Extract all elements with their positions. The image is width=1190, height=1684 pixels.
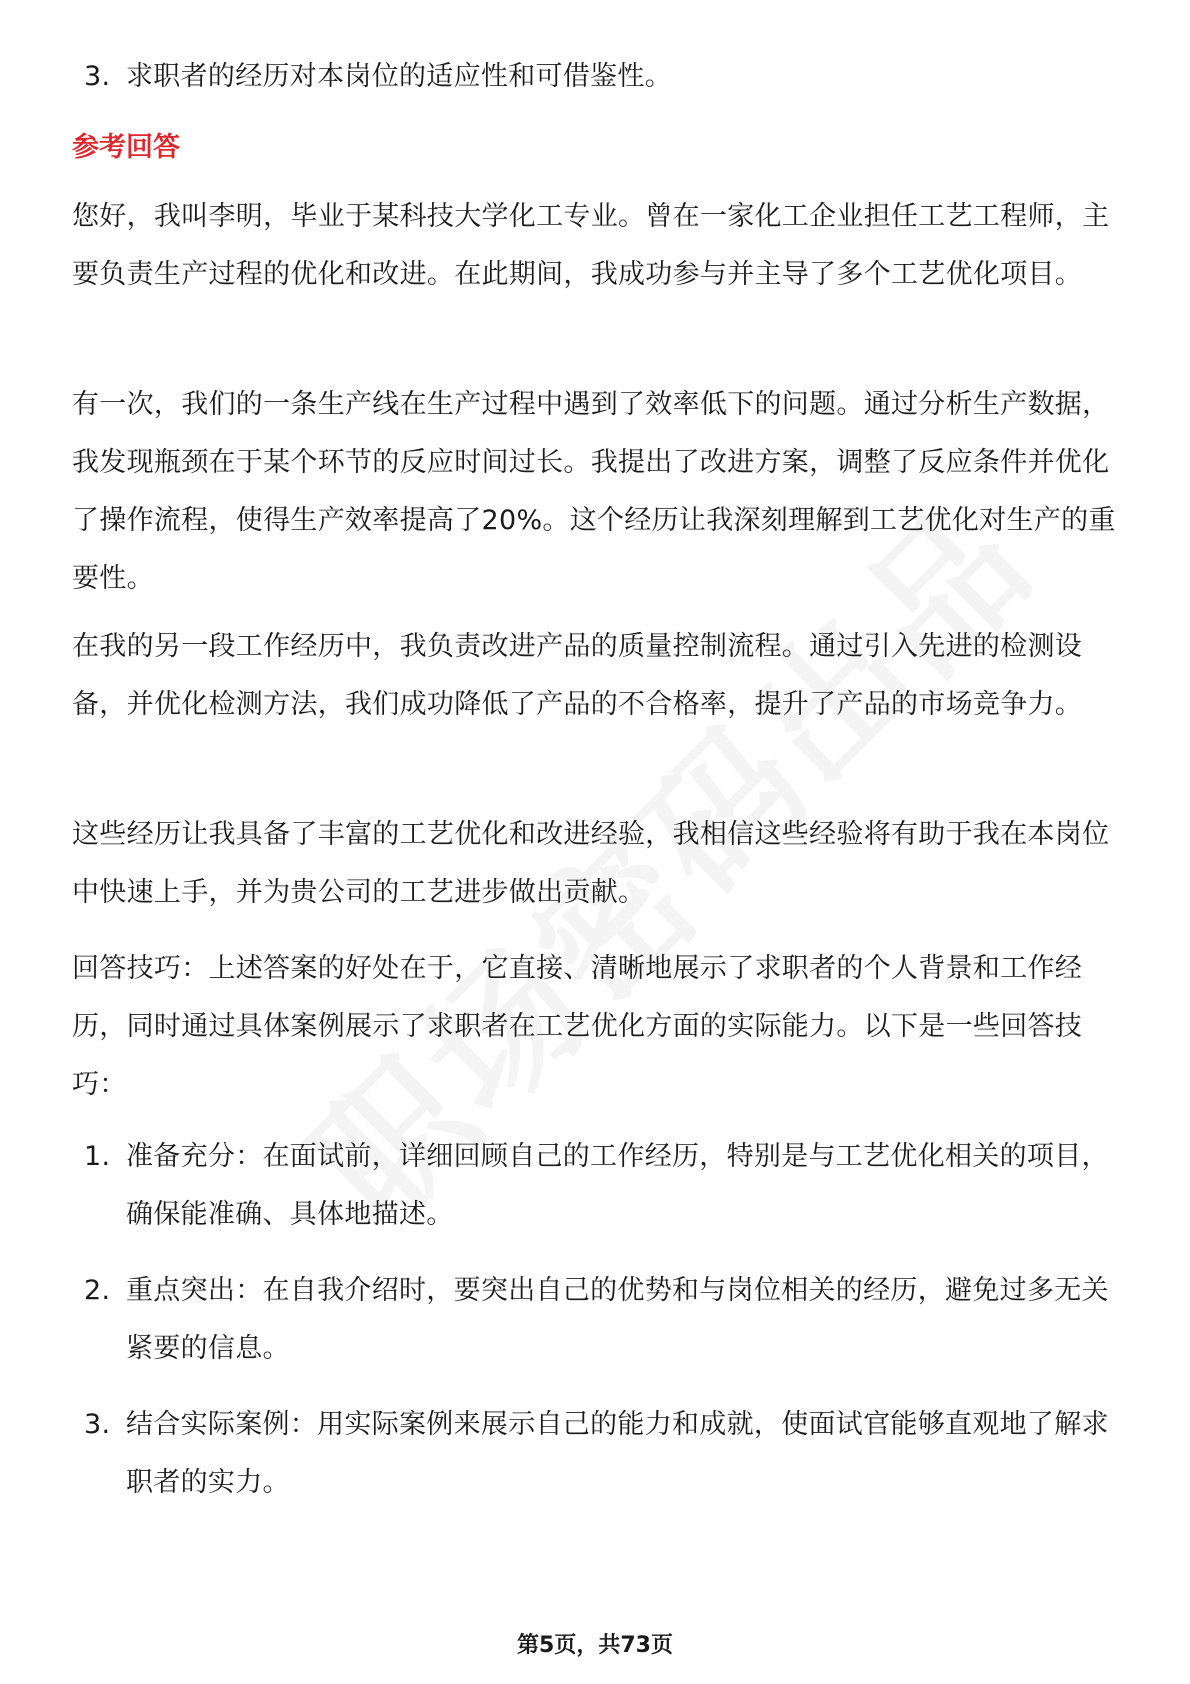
section-heading: 参考回答: [72, 132, 180, 163]
paragraph-case-quality: 在我的另一段工作经历中，我负责改进产品的质量控制流程。通过引入先进的检测设备，并优化检测方法，我们成功降低了产品的不合格率，提升了产品的市场竞争力。: [72, 631, 1083, 720]
page-number-footer: 第5页，共73页: [517, 1633, 673, 1658]
paragraph-summary: 这些经历让我具备了丰富的工艺优化和改进经验，我相信这些经验将有助于我在本岗位中快速上手，并为贵公司的工艺进步做出贡献。: [72, 819, 1110, 908]
list-item: [84, 48, 1124, 106]
list-item: [84, 1396, 1124, 1512]
list-number: 3.: [84, 61, 111, 92]
list-number: 2.: [84, 1275, 111, 1306]
list-text: 准备充分：在面试前，详细回顾自己的工作经历，特别是与工艺优化相关的项目，确保能准确、具体地描述。: [126, 1141, 1109, 1230]
list-number: 3.: [84, 1409, 111, 1440]
list-text: 重点突出：在自我介绍时，要突出自己的优势和与岗位相关的经历，避免过多无关紧要的信息。: [126, 1275, 1109, 1364]
list-item: [84, 1128, 1124, 1244]
list-text: 结合实际案例：用实际案例来展示自己的能力和成就，使面试官能够直观地了解求职者的实力。: [126, 1409, 1109, 1498]
list-item: [84, 1262, 1124, 1378]
paragraph-case-efficiency: 有一次，我们的一条生产线在生产过程中遇到了效率低下的问题。通过分析生产数据，我发现瓶颈在于某个环节的反应时间过长。我提出了改进方案，调整了反应条件并优化了操作流程，使得生产效率提高了20%。这个经历让我深刻理解到工艺优化对生产的重要性。: [72, 389, 1116, 594]
paragraph-intro: 您好，我叫李明，毕业于某科技大学化工专业。曾在一家化工企业担任工艺工程师，主要负责生产过程的优化和改进。在此期间，我成功参与并主导了多个工艺优化项目。: [72, 201, 1110, 290]
paragraph-tips-intro: 回答技巧：上述答案的好处在于，它直接、清晰地展示了求职者的个人背景和工作经历，同时通过具体案例展示了求职者在工艺优化方面的实际能力。以下是一些回答技巧：: [72, 953, 1083, 1100]
list-number: 1.: [84, 1141, 111, 1172]
list-text: 求职者的经历对本岗位的适应性和可借鉴性。: [126, 61, 672, 92]
